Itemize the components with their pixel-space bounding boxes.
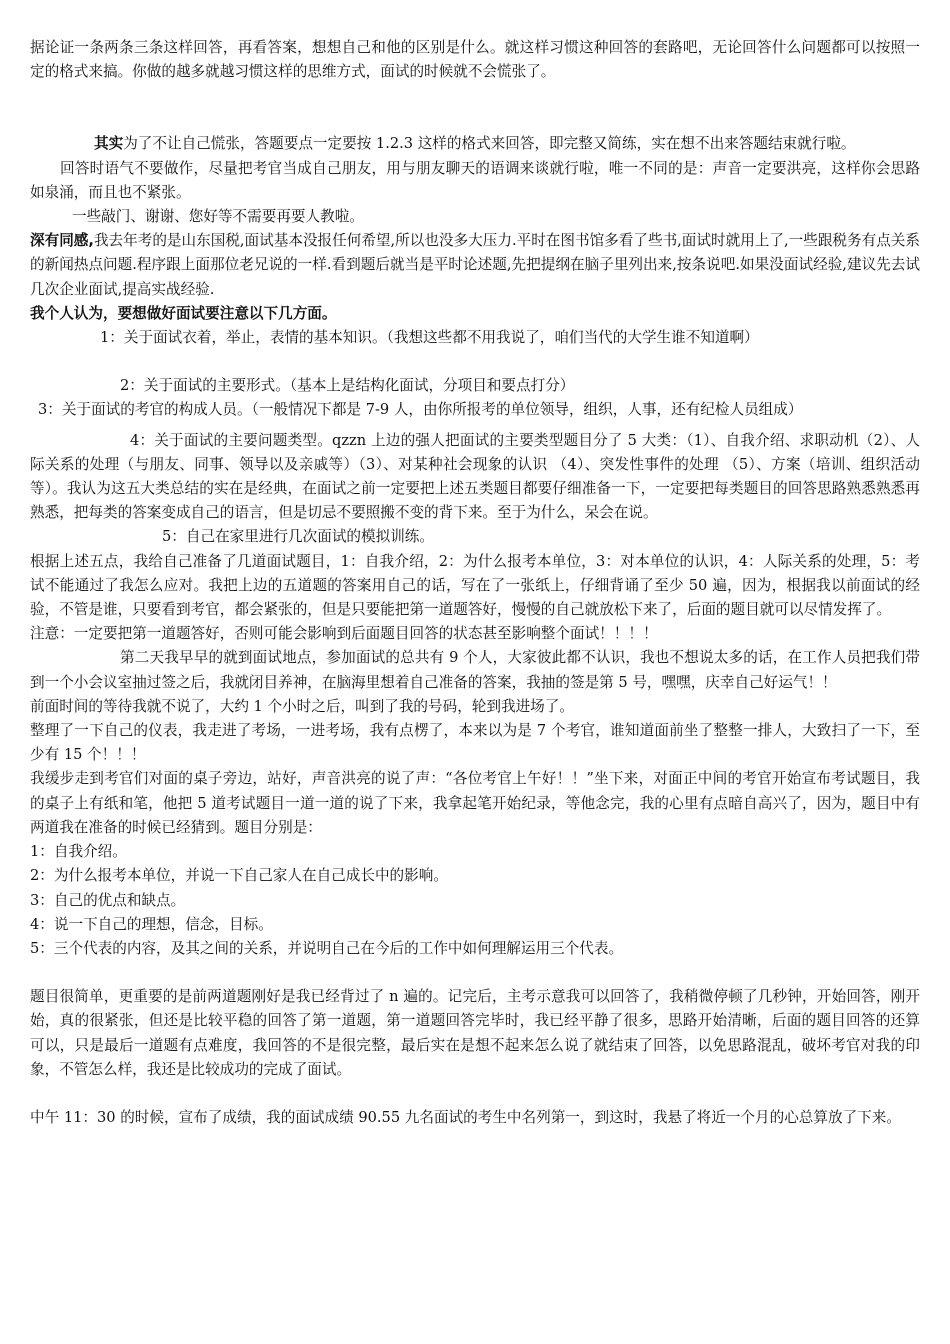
list-item-4: 4：关于面试的主要问题类型。qzzn 上边的强人把面试的主要类型题目分了 5 大类：（1）、自我介绍、求职动机（2）、人际关系的处理（与朋友、同事、领导以及亲戚等）（3）、对某种社会现象的认识 （4）、突发性事件的处理 （5）、方案（培训、组织活动等）。我认为这五大类总结的实在是经典，在面试之前一定要把上述五类题目都要仔细准备一下，一定要把每类题目的回答思路熟悉熟悉再熟悉，把每类的答案变成自己的语言，但是切忌不要照搬不变的背下来。至于为什么，呆会在说。 (30, 431, 920, 522)
blank-gap (30, 350, 920, 374)
blank-gap (30, 1082, 920, 1106)
section-heading: 我个人认为，要想做好面试要注意以下几方面。 (30, 304, 337, 322)
list-item-5: 5：自己在家里进行几次面试的模拟训练。 (162, 528, 434, 546)
etiquette-paragraph: 一些敲门、谢谢、您好等不需要再要人教啦。 (72, 208, 364, 226)
shishi-text: 为了不让自己慌张，答题要点一定要按 1.2.3 这样的格式来回答，即完整又简练，实在想不出来答题结束就行啦。 (123, 135, 856, 153)
list-item-1: 1：关于面试衣着，举止，表情的基本知识。（我想这些都不用我说了，咱们当代的大学生谁不知道啊） (100, 329, 759, 347)
blank-gap (30, 84, 920, 132)
result-paragraph: 中午 11：30 的时候，宣布了成绩，我的面试成绩 90.55 九名面试的考生中名列第一，到这时，我悬了将近一个月的心总算放了下来。 (30, 1108, 901, 1126)
intro-paragraph: 据论证一条两条三条这样回答，再看答案，想想自己和他的区别是什么。就这样习惯这种回答的套路吧，无论回答什么问题都可以按照一定的格式来搞。你做的越多就越习惯这样的思维方式，面试的时候就不会慌张了。 (30, 39, 920, 81)
enter-paragraph: 整理了一下自己的仪表，我走进了考场，一进考场，我有点楞了，本来以为是 7 个考官，谁知道面前坐了整整一排人，大致扫了一下，至少有 15 个！！！ (30, 722, 920, 764)
list-item-3: 3：关于面试的考官的构成人员。（一般情况下都是 7-9 人，由你所报考的单位领导，组织，人事，还有纪检人员组成） (38, 401, 803, 419)
list-item-2: 2：关于面试的主要形式。（基本上是结构化面试，分项目和要点打分） (120, 377, 575, 395)
greet-paragraph: 我缓步走到考官们对面的桌子旁边，站好，声音洪亮的说了声：“各位考官上午好！！”坐下来，对面正中间的考官开始宣布考试题目，我的桌子上有纸和笔，他把 5 道考试题目一道一道的说了下来，我拿起笔开始纪录，等他念完，我的心里有点暗自高兴了，因为，题目中有两道我在准备的时候已经猜到。题目分别是： (30, 770, 920, 836)
shishi-paragraph (30, 132, 920, 156)
answer-paragraph: 题目很简单，更重要的是前两道题刚好是我已经背过了 n 遍的。记完后，主考示意我可以回答了，我稍微停顿了几秒钟，开始回答，刚开始，真的很紧张，但还是比较平稳的回答了第一道题，第一道题回答完毕时，我已经平静了很多，思路开始清晰，后面的题目回答的还算可以，只是最后一道题有点难度，我回答的不是很完整，最后实在是想不起来怎么说了就结束了回答，以免思路混乱，破坏考官对我的印象，不管怎么样，我还是比较成功的完成了面试。 (30, 988, 920, 1078)
tone-paragraph: 回答时语气不要做作，尽量把考官当成自己朋友，用与朋友聊天的语调来谈就行啦，唯一不同的是：声音一定要洪亮，这样你会思路如泉涌，而且也不紧张。 (30, 159, 920, 201)
question-4: 4：说一下自己的理想，信念，目标。 (30, 915, 273, 933)
wait-paragraph: 前面时间的等待我就不说了，大约 1 个小时之后，叫到了我的号码，轮到我进场了。 (30, 697, 574, 715)
prepare-paragraph: 根据上述五点，我给自己准备了几道面试题目，1：自我介绍，2：为什么报考本单位，3：对本单位的认识，4：人际关系的处理，5：考试不能通过了我怎么应对。我把上边的五道题的答案用自己的话，写在了一张纸上，仔细背诵了至少 50 遍，因为，根据我以前面试的经验，不管是谁，只要看到考官，都会紧张的，但是只要能把第一道题答好，慢慢的自己就放松下来了，后面的题目就可以尽情发挥了。 (30, 552, 920, 619)
question-1: 1：自我介绍。 (30, 843, 127, 861)
agree-text: 我去年考的是山东国税,面试基本没报任何希望,所以也没多大压力.平时在图书馆多看了些书,面试时就用上了,一些跟税务有点关系的新闻热点问题.程序跟上面那位老兄说的一样.看到题后就当是平时论述题,先把提纲在脑子里列出来,按条说吧.如果没面试经验,建议先去试几次企业面试,提高实战经验. (30, 232, 920, 298)
note-paragraph: 注意：一定要把第一道题答好，否则可能会影响到后面题目回答的状态甚至影响整个面试！！！！ (30, 625, 658, 643)
blank-gap (30, 961, 920, 985)
question-3: 3：自己的优点和缺点。 (30, 891, 186, 909)
agree-lead: 深有同感, (30, 232, 94, 250)
document-page (30, 36, 920, 1130)
shishi-lead: 其实 (94, 135, 124, 153)
question-2: 2：为什么报考本单位，并说一下自己家人在自己成长中的影响。 (30, 867, 448, 885)
agree-paragraph (30, 229, 920, 302)
nextday-paragraph: 第二天我早早的就到面试地点，参加面试的总共有 9 个人，大家彼此都不认识，我也不想说太多的话，在工作人员把我们带到一个小会议室抽过签之后，我就闭目养神，在脑海里想着自己准备的答案，我抽的签是第 5 号，嘿嘿，庆幸自己好运气！！ (30, 649, 920, 691)
question-5: 5：三个代表的内容，及其之间的关系，并说明自己在今后的工作中如何理解运用三个代表。 (30, 939, 624, 957)
